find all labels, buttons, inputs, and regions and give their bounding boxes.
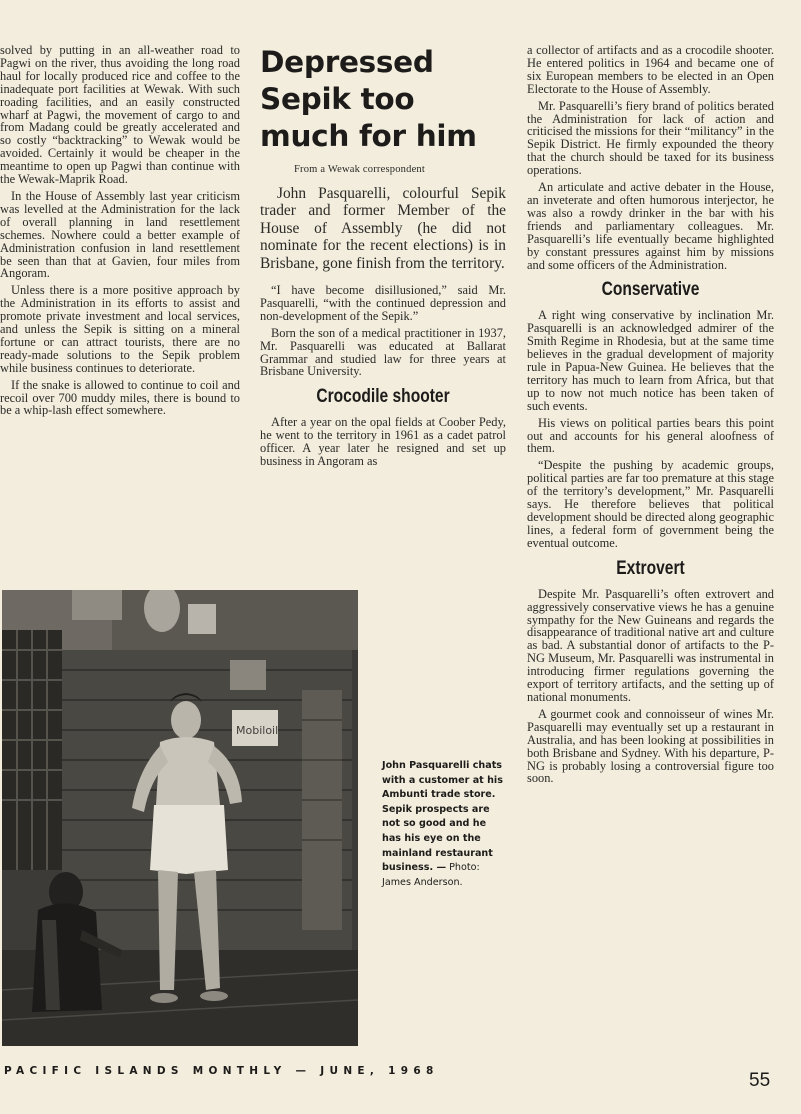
photo-caption <box>382 759 506 890</box>
headline-line: much for him <box>260 119 477 153</box>
article-paragraph: Despite Mr. Pasquarelli’s often extrovert and aggressively conservative views he has a genuine sympathy for the New Guineans and regards the disappearance of traditional native art and culture as bad. A substantial donor of artifacts to the P-NG Museum, Mr. Pasquarelli was instrumental in introducing firmer regulations governing the export of territory artifacts, and the setting up of national monuments. <box>527 586 774 704</box>
store-photo <box>2 590 358 1046</box>
article-paragraph: a collector of artifacts and as a crocodile shooter. He entered politics in 1964 and became one of six European members to be elected in an Open Electorate to the House of Assembly. <box>527 43 774 96</box>
byline: From a Wewak correspondent <box>294 164 425 175</box>
left-paragraph: If the snake is allowed to continue to coil and recoil over 700 muddy miles, there is bound to be a whip-lash effect somewhere. <box>0 377 240 418</box>
caption-text: John Pasquarelli chats with a customer at his Ambunti trade store. Sepik prospects are not so good and he has his eye on the mainland restaurant business. — <box>382 760 503 874</box>
article-paragraph: An articulate and active debater in the House, an inveterate and often humorous interjector, he was also a rowdy drinker in the bar with his friends and parliamentary colleagues. Mr. Pasquarelli’s life eventually became highlighted by constant pressures against him by missions and some officers of the Administration. <box>527 180 774 272</box>
article-paragraph: “I have become disillusioned,” said Mr. Pasquarelli, “with the continued depression and non-development of the Sepik.” <box>260 283 506 323</box>
left-paragraph: solved by putting in an all-weather road to Pagwi on the river, thus avoiding the long road haul for locally produced rice and coffee to the inadequate port facilities at Wewak. With such roading facilities, and an easily constructed wharf at Pagwi, the movement of cargo to and from Madang could be greatly accelerated and so costly “backtracking” to Wewak would be avoided. Certainly it would be cheaper in the meantime to open up Pagwi than continue with the Wewak-Maprik Road. <box>0 43 240 187</box>
article-paragraph: After a year on the opal fields at Coober Pedy, he went to the territory in 1961 as a cadet patrol officer. A year later he resigned and set up business in Angoram as <box>260 415 506 469</box>
left-paragraph: Unless there is a more positive approach by the Administration in its efforts to assist and promote private investment and local services, and unless the Sepik is sitting on a mineral fortune or can attract tourists, there are no ready-made solutions to the Sepik problem while business continues to deteriorate. <box>0 283 240 375</box>
middle-column <box>260 44 506 472</box>
subhead-extrovert: Extrovert <box>616 557 685 579</box>
headline-line: Depressed <box>260 45 434 79</box>
page-number: 55 <box>749 1070 771 1091</box>
article-paragraph: His views on political parties bears this point out and accounts for his general aloofness of them. <box>527 415 774 456</box>
article-paragraph: Born the son of a medical practitioner in 1937, Mr. Pasquarelli was educated at Ballarat Grammar and studied law for three years at Brisbane University. <box>260 325 506 379</box>
article-paragraph: Mr. Pasquarelli’s fiery brand of politics berated the Administration for lack of action and criticised the missions for their “militancy” in the Sepik District. He firmly expounded the theory that the church should be taxed for its business operations. <box>527 98 774 178</box>
running-footer: PACIFIC ISLANDS MONTHLY — JUNE, 1968 <box>4 1065 439 1077</box>
right-column <box>527 44 774 789</box>
article-paragraph: A right wing conservative by inclination Mr. Pasquarelli is an acknowledged admirer of the Smith Regime in Rhodesia, but at the same time believes in the gradual development of majority rule in Papua-New Guinea. He believes that the territory has much to learn from Africa, but that up to now not much notice has been taken of such events. <box>527 308 774 413</box>
store-photo-image <box>2 590 358 1046</box>
photo-credit: Photo: James Anderson. <box>382 862 480 888</box>
headline <box>260 44 506 155</box>
left-paragraph: In the House of Assembly last year criticism was levelled at the Administration for the lack of overall planning in land resettlement schemes. Nowhere could a better example of Administration confusion in land resettlement be seen than that at Gavien, four miles from Angoram. <box>0 188 240 281</box>
mobiloil-sign-text: Mobiloil <box>236 724 279 737</box>
article-paragraph: “Despite the pushing by academic groups, political parties are far too premature at this stage of the territory’s development,” Mr. Pasquarelli says. He therefore believes that political development should be directed along geographic lines, a federal form of government being the eventual outcome. <box>527 458 774 550</box>
subhead-crocodile-shooter: Crocodile shooter <box>316 386 450 408</box>
left-column <box>0 44 240 421</box>
standfirst: John Pasquarelli, colourful Sepik trader and former Member of the House of Assembly (he did not nominate for the recent elections) is in Brisbane, gone finish from the territory. <box>260 185 506 272</box>
subhead-conservative: Conservative <box>601 279 700 301</box>
headline-line: Sepik too <box>260 82 415 116</box>
article-paragraph: A gourmet cook and connoisseur of wines Mr. Pasquarelli may eventually set up a restaurant in Australia, and has been looking at possibilities in both Brisbane and Sydney. With his departure, P-NG is probably losing a controversial figure too soon. <box>527 706 774 786</box>
